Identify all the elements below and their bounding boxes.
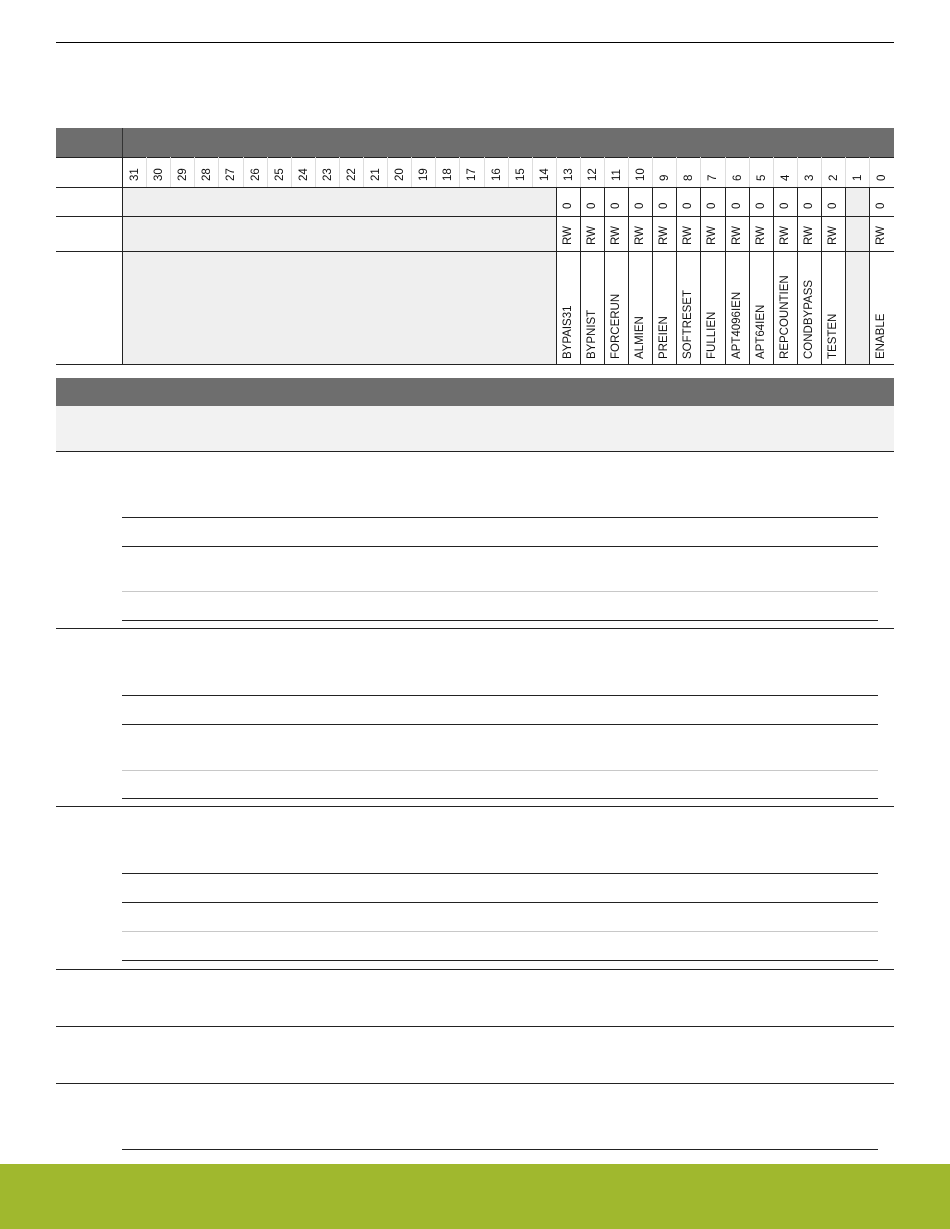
field-name: ENABLE xyxy=(875,313,888,359)
register-bit-table xyxy=(56,128,894,365)
reset-value: 0 xyxy=(754,202,767,209)
field-column-divider xyxy=(556,187,557,365)
bit-number: 7 xyxy=(707,174,720,181)
bit-column-divider xyxy=(170,157,171,187)
bit-number: 16 xyxy=(490,168,503,181)
bit-number: 8 xyxy=(683,174,696,181)
access-type: RW xyxy=(802,226,815,245)
reserved-bit-1 xyxy=(845,187,869,365)
enum-table-line xyxy=(122,873,878,874)
bit-column-divider xyxy=(700,157,701,187)
enum-table-line xyxy=(122,620,878,621)
bit-column-divider xyxy=(435,157,436,187)
field-name: PREIEN xyxy=(658,316,671,359)
field-column-divider xyxy=(580,187,581,365)
field-name: SOFTRESET xyxy=(682,289,695,359)
field-name: APT4096IEN xyxy=(730,291,743,359)
footer-bar xyxy=(0,1164,950,1229)
register-row-line xyxy=(56,364,894,365)
reset-value: 0 xyxy=(875,202,888,209)
bit-column-divider xyxy=(387,157,388,187)
bit-number: 27 xyxy=(225,168,238,181)
field-column-divider xyxy=(725,187,726,365)
bit-number: 28 xyxy=(201,168,214,181)
bit-number: 11 xyxy=(611,169,623,181)
bit-number: 21 xyxy=(370,168,382,181)
bit-column-divider xyxy=(821,157,822,187)
field-row-separator xyxy=(56,969,894,970)
access-type: RW xyxy=(826,226,839,245)
enum-table-line xyxy=(122,902,878,903)
field-column-divider xyxy=(773,187,774,365)
field-name: ALMIEN xyxy=(634,316,647,359)
bit-number: 14 xyxy=(538,168,551,181)
bit-column-divider xyxy=(508,157,509,187)
enum-table-line xyxy=(122,517,878,518)
register-row-line xyxy=(56,187,894,188)
access-type: RW xyxy=(682,226,695,245)
bit-column-divider xyxy=(556,157,557,187)
bit-number: 26 xyxy=(249,168,262,181)
bit-number: 15 xyxy=(514,168,527,181)
bit-number: 12 xyxy=(586,168,599,181)
bit-number: 0 xyxy=(876,174,889,181)
access-type: RW xyxy=(610,226,622,245)
bit-column-divider xyxy=(869,157,870,187)
bit-column-divider xyxy=(532,157,533,187)
field-row-separator xyxy=(56,1083,894,1084)
field-column-divider xyxy=(845,187,846,365)
bit-column-divider xyxy=(773,157,774,187)
access-type: RW xyxy=(658,226,671,245)
field-column-divider xyxy=(652,187,653,365)
reset-value: 0 xyxy=(634,202,647,209)
bit-number: 17 xyxy=(466,168,479,181)
reset-value: 0 xyxy=(826,202,839,209)
bit-number: 6 xyxy=(731,174,744,181)
access-type: RW xyxy=(730,226,743,245)
bit-column-divider xyxy=(652,157,653,187)
field-name: FULLIEN xyxy=(706,311,719,359)
bit-column-divider xyxy=(676,157,677,187)
reset-value: 0 xyxy=(706,202,719,209)
bit-column-divider xyxy=(845,157,846,187)
bit-column-divider xyxy=(628,157,629,187)
reset-value: 0 xyxy=(658,202,671,209)
bit-column-divider xyxy=(580,157,581,187)
bit-number: 2 xyxy=(827,174,840,181)
field-name: FORCERUN xyxy=(610,293,622,359)
bit-column-divider xyxy=(459,157,460,187)
bit-number: 5 xyxy=(755,174,768,181)
enum-table-line xyxy=(122,770,878,771)
bit-column-divider xyxy=(291,157,292,187)
field-column-divider xyxy=(869,187,870,365)
reset-value: 0 xyxy=(682,202,695,209)
enum-table-line xyxy=(122,546,878,547)
field-name: APT64IEN xyxy=(754,304,767,359)
access-type: RW xyxy=(778,226,791,245)
reset-value: 0 xyxy=(610,202,622,209)
enum-table-line xyxy=(122,724,878,725)
enum-table-line xyxy=(122,1149,878,1150)
field-name: TESTEN xyxy=(826,313,839,359)
bit-number: 31 xyxy=(129,168,141,181)
register-header-right xyxy=(122,128,894,157)
bit-number: 19 xyxy=(418,168,431,181)
bit-column-divider xyxy=(749,157,750,187)
bit-number: 24 xyxy=(297,168,310,181)
field-column-divider xyxy=(628,187,629,365)
field-column-divider xyxy=(749,187,750,365)
bit-column-divider xyxy=(267,157,268,187)
access-type: RW xyxy=(561,226,574,245)
bit-number: 10 xyxy=(635,168,648,181)
field-column-divider xyxy=(604,187,605,365)
access-type: RW xyxy=(585,226,598,245)
field-column-divider xyxy=(700,187,701,365)
bit-number: 18 xyxy=(442,168,455,181)
field-name: REPCOUNTIEN xyxy=(778,275,791,359)
register-row-line xyxy=(56,251,894,252)
bit-number: 13 xyxy=(562,168,575,181)
register-label-divider xyxy=(122,157,123,365)
bit-column-divider xyxy=(243,157,244,187)
reserved-bits-area xyxy=(122,187,556,365)
enum-table-line xyxy=(122,960,878,961)
field-column-divider xyxy=(797,187,798,365)
field-name: BYPNIST xyxy=(585,309,598,359)
field-name: CONDBYPASS xyxy=(802,279,815,359)
bit-column-divider xyxy=(604,157,605,187)
reset-value: 0 xyxy=(730,202,743,209)
bit-column-divider xyxy=(725,157,726,187)
bit-column-divider xyxy=(339,157,340,187)
reset-value: 0 xyxy=(585,202,598,209)
bit-number: 30 xyxy=(153,168,166,181)
access-type: RW xyxy=(634,226,647,245)
reset-value: 0 xyxy=(778,202,791,209)
bit-column-divider xyxy=(146,157,147,187)
field-row-separator xyxy=(56,451,894,452)
bit-number: 4 xyxy=(779,174,792,181)
field-row-separator xyxy=(56,628,894,629)
bit-number: 3 xyxy=(803,174,816,181)
field-column-divider xyxy=(821,187,822,365)
field-table-header xyxy=(56,378,894,406)
bit-number: 1 xyxy=(852,174,864,181)
bit-number: 25 xyxy=(273,168,286,181)
top-rule xyxy=(56,42,894,43)
bit-column-divider xyxy=(194,157,195,187)
bit-column-divider xyxy=(363,157,364,187)
bit-number: 29 xyxy=(177,168,190,181)
enum-table-line xyxy=(122,695,878,696)
bit-column-divider xyxy=(315,157,316,187)
access-type: RW xyxy=(706,226,719,245)
field-row-separator xyxy=(56,1026,894,1027)
field-column-divider xyxy=(676,187,677,365)
enum-table-line xyxy=(122,931,878,932)
register-row-line xyxy=(56,157,894,158)
enum-table-line xyxy=(122,591,878,592)
field-table-subheader xyxy=(56,406,894,451)
register-row-line xyxy=(56,216,894,217)
bit-number: 20 xyxy=(394,168,407,181)
access-type: RW xyxy=(754,226,767,245)
field-row-separator xyxy=(56,806,894,807)
enum-table-line xyxy=(122,798,878,799)
bit-number: 22 xyxy=(345,168,358,181)
bit-column-divider xyxy=(411,157,412,187)
field-name: BYPAIS31 xyxy=(561,305,574,359)
bit-column-divider xyxy=(484,157,485,187)
bit-number: 23 xyxy=(321,168,334,181)
bit-column-divider xyxy=(797,157,798,187)
access-type: RW xyxy=(875,226,888,245)
bit-number: 9 xyxy=(659,174,672,181)
reset-value: 0 xyxy=(561,202,574,209)
reset-value: 0 xyxy=(802,202,815,209)
register-header-left xyxy=(56,128,122,157)
bit-column-divider xyxy=(218,157,219,187)
